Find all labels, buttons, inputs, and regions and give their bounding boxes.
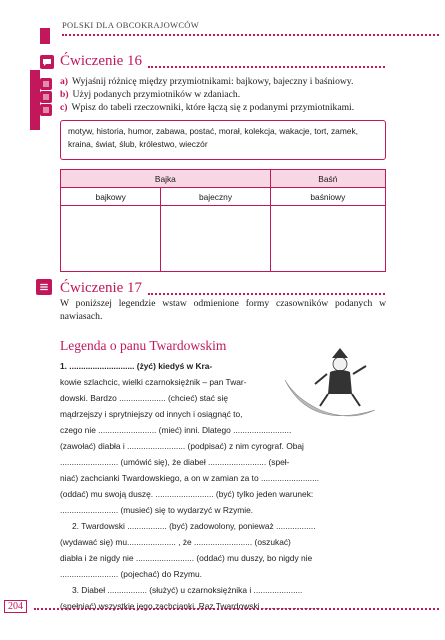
checklist-icon bbox=[42, 106, 50, 114]
legend-line: diabła i że nigdy nie ......................... (oddać) mu duszy, bo nigdy nie bbox=[60, 553, 313, 563]
legend-line: ......................... (umówić się), że diabeł ......................... (speł- bbox=[60, 457, 290, 467]
task-c-icon bbox=[40, 104, 52, 116]
legend-line: dowski. Bardzo .................... (chcieć) stać się bbox=[60, 393, 229, 403]
task-a-icon bbox=[40, 78, 52, 90]
task-letter: b) bbox=[60, 89, 69, 100]
table-col-bajkowy: bajkowy bbox=[61, 188, 161, 206]
running-header: POLSKI DLA OBCOKRAJOWCÓW bbox=[62, 20, 200, 30]
answer-cell[interactable] bbox=[161, 206, 270, 272]
legend-title: Legenda o panu Twardowskim bbox=[60, 338, 227, 353]
exercise16-sidebar bbox=[30, 70, 40, 130]
exercise17-title: Ćwiczenie 17 bbox=[60, 280, 143, 296]
answer-cell[interactable] bbox=[270, 206, 385, 272]
legend-line: (wydawać się) mu..................... , że ......................... (oszukać) bbox=[60, 537, 291, 547]
exercise17-icon bbox=[36, 279, 52, 295]
legend-line: ......................... (pojechać) do Rzymu. bbox=[60, 569, 202, 579]
task-letter: a) bbox=[60, 76, 68, 87]
word-bank: motyw, historia, humor, zabawa, postać, morał, kolekcja, wakacje, tort, zamek, kraina, świat, ślub, królestwo, wieczór bbox=[60, 120, 386, 160]
table-header-row bbox=[61, 170, 386, 188]
legend-line: ......................... (musieć) się to wydarzyć w Rzymie. bbox=[60, 505, 254, 515]
header-dotted-rule bbox=[62, 34, 439, 36]
legend-text bbox=[60, 358, 386, 614]
task-b bbox=[60, 89, 240, 102]
checklist-icon bbox=[39, 282, 49, 292]
task-text: Wyjaśnij różnicę między przymiotnikami: bajkowy, bajeczny i baśniowy. bbox=[72, 76, 354, 87]
exercise17-title-rule bbox=[148, 293, 385, 295]
table-col-basniowy: baśniowy bbox=[270, 188, 385, 206]
speech-bubble-icon bbox=[42, 58, 52, 67]
legend-line: czego nie ......................... (mieć) inni. Dlatego ......................... bbox=[60, 425, 292, 435]
table-answer-row bbox=[61, 206, 386, 272]
table-header-bajka: Bajka bbox=[61, 170, 271, 188]
task-text: Użyj podanych przymiotników w zdaniach. bbox=[72, 89, 241, 100]
legend-line: 1. ............................ (żyć) kiedyś w Kra- bbox=[60, 361, 213, 371]
exercise16-icon bbox=[40, 55, 54, 69]
legend-line: mądrzejszy i sprytniejszy od innych i osiągnąć to, bbox=[60, 409, 243, 419]
table-header-basn: Baśń bbox=[270, 170, 385, 188]
checklist-icon bbox=[42, 80, 50, 88]
answer-table bbox=[60, 169, 386, 272]
legend-line: kowie szlachcic, wielki czarnoksiężnik – pan Twar- bbox=[60, 377, 247, 387]
table-subheader-row bbox=[61, 188, 386, 206]
page-number: 204 bbox=[4, 600, 27, 613]
answer-cell[interactable] bbox=[61, 206, 161, 272]
legend-line: niać) zachcianki Twardowskiego, a on w zamian za to ......................... bbox=[60, 473, 320, 483]
task-b-icon bbox=[40, 91, 52, 103]
task-letter: c) bbox=[60, 102, 68, 113]
legend-line: 3. Diabeł ................. (służyć) u czarnoksiężnika i ..................... bbox=[72, 585, 303, 595]
checklist-icon bbox=[42, 93, 50, 101]
legend-line: (spełniać) wszystkie jego zachcianki. Raz Twardowski ......................... bbox=[60, 601, 321, 611]
task-a bbox=[60, 76, 353, 89]
legend-line: (zawołać) diabła i ......................... (podpisać) z nim cyrograf. Obaj bbox=[60, 441, 304, 451]
exercise16-title-rule bbox=[148, 66, 385, 68]
footer-dotted-rule bbox=[34, 608, 439, 610]
exercise16-title: Ćwiczenie 16 bbox=[60, 53, 143, 69]
task-text: Wpisz do tabeli rzeczowniki, które łączą się z podanymi przymiotnikami. bbox=[71, 102, 355, 113]
legend-line: (oddać) mu swoją duszę. ......................... (być) tylko jeden warunek: bbox=[60, 489, 314, 499]
exercise17-instruction: W poniższej legendzie wstaw odmienione formy czasowników podanych w nawiasach. bbox=[60, 298, 386, 322]
top-bar bbox=[40, 28, 50, 44]
task-c bbox=[60, 102, 354, 115]
table-col-bajeczny: bajeczny bbox=[161, 188, 270, 206]
legend-line: 2. Twardowski ................. (być) zadowolony, ponieważ ................. bbox=[72, 521, 316, 531]
